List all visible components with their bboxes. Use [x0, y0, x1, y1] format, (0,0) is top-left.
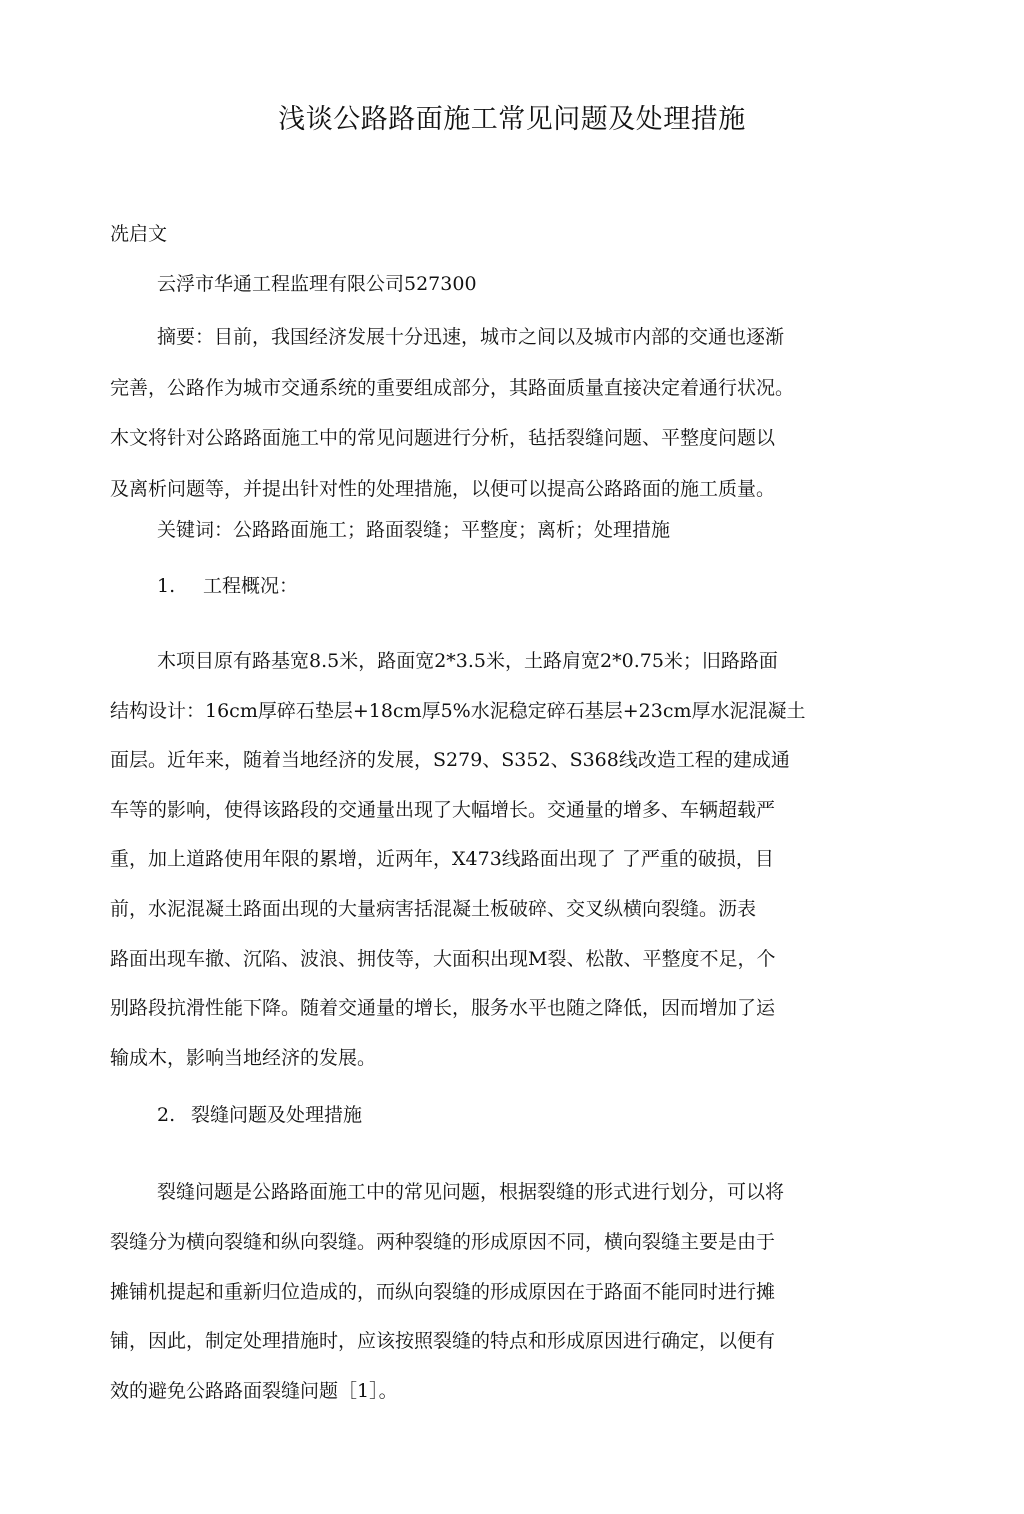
paragraph-line: 车等的影响，使得该路段的交通量出现了大幅增长。交通量的增多、车辆超载严 — [110, 798, 776, 821]
keywords-line: 关键词：公路路面施工；路面裂缝；平整度；离析；处理措施 — [157, 519, 671, 541]
abstract-line: 木文将针对公路路面施工中的常见问题进行分析，毡括裂缝问题、平整度问题以 — [110, 427, 776, 449]
section-number: 2. — [157, 1104, 176, 1126]
paragraph-line: 重，加上道路使用年限的累增，近两年，X473线路面出现了 了严重的破损，目 — [110, 848, 774, 871]
author-name: 冼启文 — [110, 223, 168, 245]
paragraph-line: 前，水泥混凝土路面出现的大量病害括混凝土板破碎、交叉纵横向裂缝。沥表 — [110, 897, 757, 920]
paragraph-line: 结构设计：16cm厚碎石垫层+18cm厚5%水泥稳定碎石基层+23cm厚水泥混凝土 — [110, 699, 806, 722]
author-affiliation: 云浮市华通工程监理有限公司527300 — [157, 273, 477, 295]
abstract-line: 摘要：目前，我国经济发展十分迅速，城市之间以及城市内部的交通也逐渐 — [157, 326, 785, 348]
abstract-line: 完善，公路作为城市交通系统的重要组成部分，其路面质量直接决定着通行状况。 — [110, 376, 795, 399]
paragraph-line: 摊铺机提起和重新归位造成的，而纵向裂缝的形成原因在于路面不能同时进行摊 — [110, 1280, 776, 1303]
paragraph-line: 铺，因此，制定处理措施时，应该按照裂缝的特点和形成原因进行确定，以便有 — [110, 1330, 776, 1353]
abstract-paragraph — [110, 312, 900, 514]
section-number: 1. — [157, 575, 176, 597]
abstract-line: 及离析问题等，并提出针对性的处理措施，以便可以提高公路路面的施工质量。 — [110, 477, 776, 500]
paragraph-line: 裂缝问题是公路路面施工中的常见问题，根据裂缝的形式进行划分，可以将 — [157, 1181, 785, 1203]
paragraph-line: 面层。近年来，随着当地经济的发展，S279、S352、S368线改造工程的建成通 — [110, 749, 790, 772]
paragraph-line: 路面出现车撤、沉陷、波浪、拥伎等，大面积出现M裂、松散、平整度不足，个 — [110, 947, 776, 970]
section-heading-2 — [157, 1099, 362, 1131]
paragraph-line: 效的避免公路路面裂缝问题［1］。 — [110, 1380, 398, 1403]
section-title: 裂缝问题及处理措施 — [191, 1104, 363, 1126]
section-1-paragraph — [110, 637, 900, 1083]
section-title: 工程概况： — [203, 575, 299, 597]
paragraph-line: 木项目原有路基宽8.5米，路面宽2*3.5米，土路肩宽2*0.75米；旧路路面 — [157, 650, 778, 672]
paragraph-line: 别路段抗滑性能下降。随着交通量的增长，服务水平也随之降低，因而增加了运 — [110, 997, 776, 1020]
section-heading-1 — [157, 570, 298, 602]
section-2-paragraph — [110, 1168, 900, 1417]
document-title: 浅谈公路路面施工常见问题及处理措施 — [278, 104, 746, 135]
paragraph-line: 裂缝分为横向裂缝和纵向裂缝。两种裂缝的形成原因不同，横向裂缝主要是由于 — [110, 1230, 776, 1253]
paragraph-line: 输成木，影响当地经济的发展。 — [110, 1046, 377, 1069]
